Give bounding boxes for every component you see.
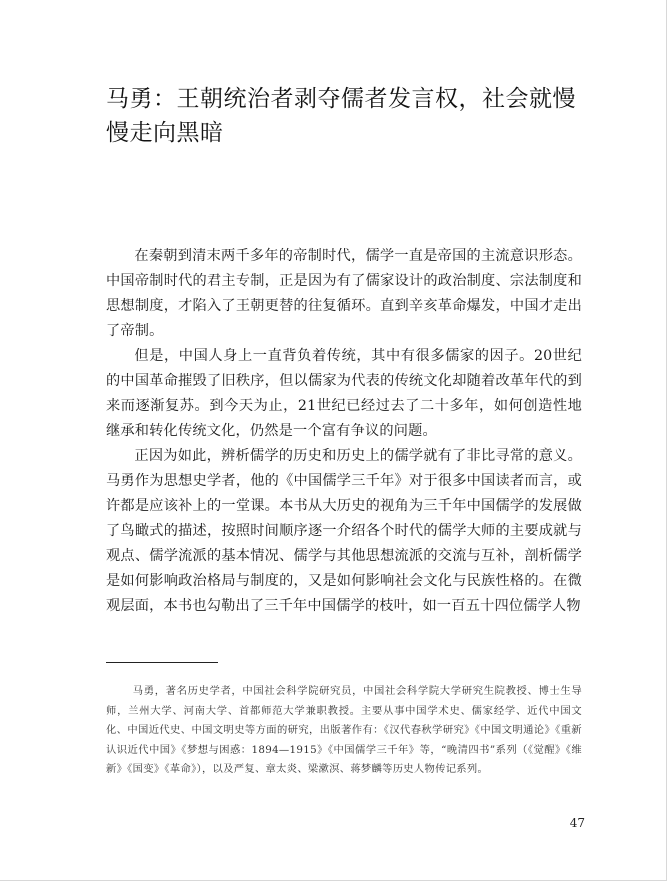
footnote-divider [106,662,218,663]
author-footnote: 马勇，著名历史学者，中国社会科学院研究员，中国社会科学院大学研究生院教授、博士生导师，兰州大学、河南大学、首都师范大学兼职教授。主要从事中国学术史、儒家经学、近代中国文化、中国近代史、中国文明史等方面的研究，出版著作有：《汉代春秋学研究》《中国文明通论》《重新认识近代中国》《梦想与困惑：1894—1915》《中国儒学三千年》等，“晚清四书”系列（《觉醒》《维新》《国变》《革命》），以及严复、章太炎、梁漱溟、蒋梦麟等历史人物传记系列。 [106,685,582,775]
article-body [106,244,582,619]
paragraph-3: 正因为如此，辨析儒学的历史和历史上的儒学就有了非比寻常的意义。马勇作为思想史学者，他的《中国儒学三千年》对于很多中国读者而言，或许都是应该补上的一堂课。本书从大历史的视角为三千年中国儒学的发展做了鸟瞰式的描述，按照时间顺序逐一介绍各个时代的儒学大师的主要成就与观点、儒学流派的基本情况、儒学与其他思想流派的交流与互补，剖析儒学是如何影响政治格局与制度的，又是如何影响社会文化与民族性格的。在微观层面，本书也勾勒出了三千年中国儒学的枝叶，如一百五十四位儒学人物 [106,448,582,614]
paragraph-2: 但是，中国人身上一直背负着传统，其中有很多儒家的因子。20世纪的中国革命摧毁了旧秩序，但以儒家为代表的传统文化却随着改革年代的到来而逐渐复苏。到今天为止，21世纪已经过去了二十多年，如何创造性地继承和转化传统文化，仍然是一个富有争议的问题。 [106,348,582,439]
page-number: 47 [569,816,585,830]
article-title: 马勇：王朝统治者剥夺儒者发言权，社会就慢慢走向黑暗 [106,86,576,146]
paragraph-1: 在秦朝到清末两千多年的帝制时代，儒学一直是帝国的主流意识形态。中国帝制时代的君主专制，正是因为有了儒家设计的政治制度、宗法制度和思想制度，才陷入了王朝更替的往复循环。直到辛亥革命爆发，中国才走出了帝制。 [106,248,582,339]
